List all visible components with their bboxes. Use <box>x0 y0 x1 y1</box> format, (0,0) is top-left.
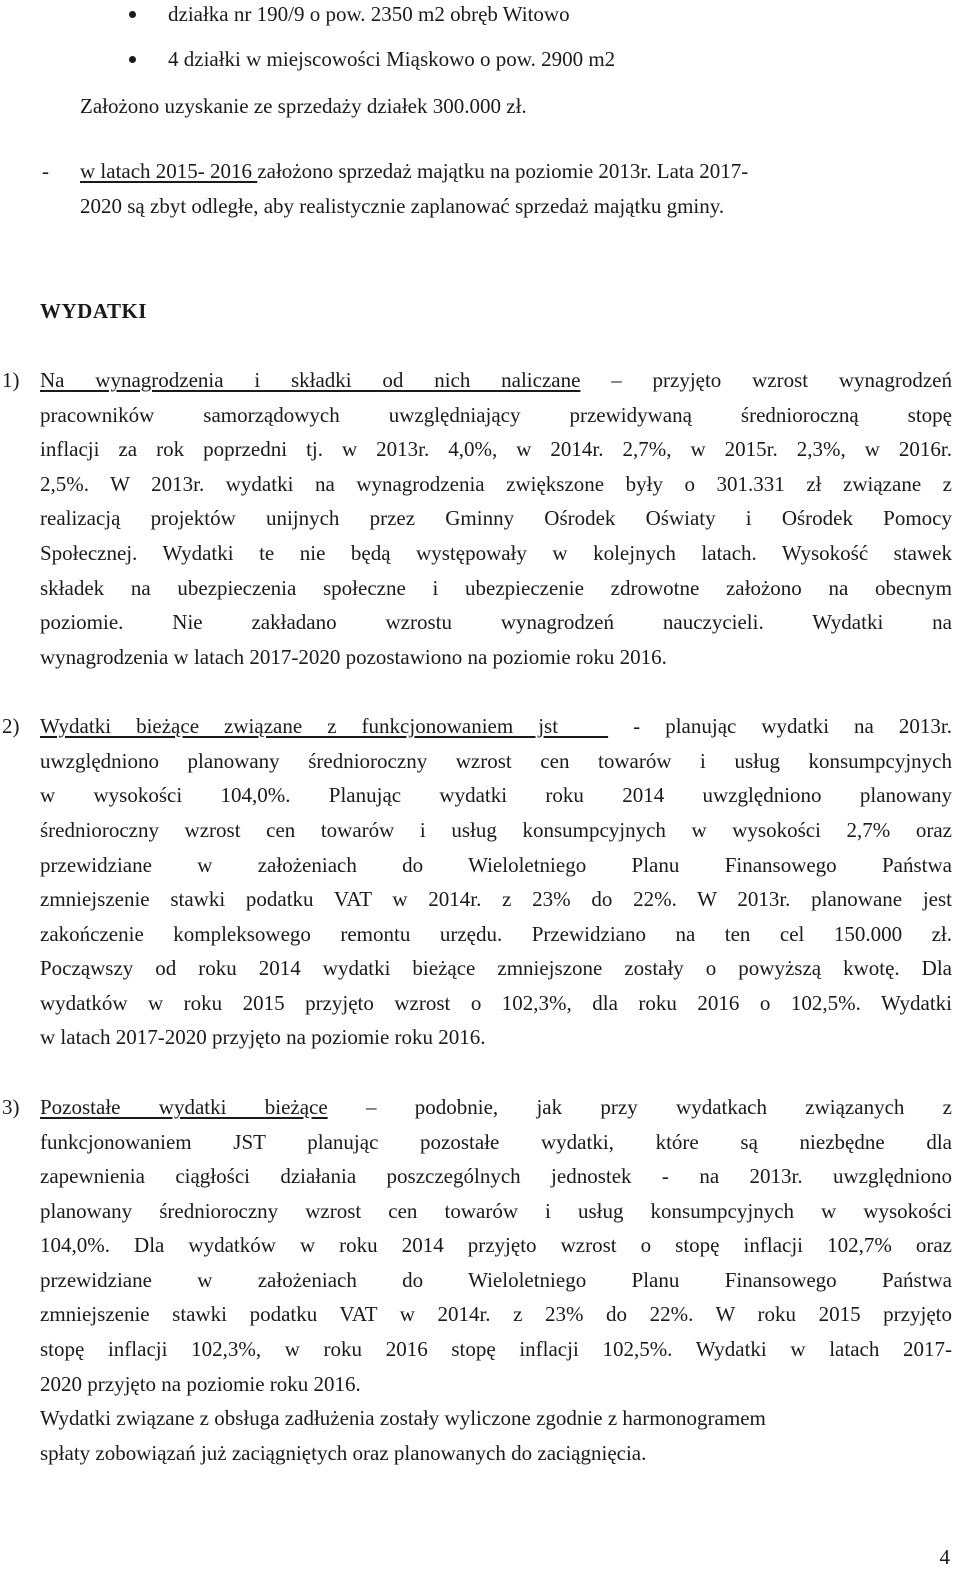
paragraph-line: 2,5%. W 2013r. wydatki na wynagrodzenia zwiększone były o 301.331 zł związane z <box>40 472 952 496</box>
paragraph-line: uwzględniono planowany średnioroczny wzrost cen towarów i usług konsumpcyjnych <box>40 749 952 773</box>
bullet-dot <box>129 11 136 18</box>
section-title: Pozostałe wydatki bieżące <box>40 1095 328 1119</box>
paragraph-line: 104,0%. Dla wydatków w roku 2014 przyjęto wzrost o stopę inflacji 102,7% oraz <box>40 1233 952 1257</box>
section-first-line <box>40 367 952 393</box>
section-heading: WYDATKI <box>40 299 147 323</box>
section-title: Wydatki bieżące związane z funkcjonowaniem jst <box>40 714 609 738</box>
paragraph-line: zapewnienia ciągłości działania poszczególnych jednostek - na 2013r. uwzględniono <box>40 1164 952 1188</box>
paragraph-last-line: wynagrodzenia w latach 2017-2020 pozostawiono na poziomie roku 2016. <box>40 645 667 669</box>
paragraph-last-line: 2020 przyjęto na poziomie roku 2016. <box>40 1372 361 1396</box>
paragraph-line: zmniejszenie stawki podatku VAT w 2014r. z 23% do 22%. W roku 2015 przyjęto <box>40 1302 952 1326</box>
bullet-item: działka nr 190/9 o pow. 2350 m2 obręb Witowo <box>168 2 570 26</box>
paragraph-line: pracowników samorządowych uwzględniający przewidywaną średnioroczną stopę <box>40 403 952 427</box>
dash-underlined-text: w latach 2015- 2016 <box>80 159 258 183</box>
dash-paragraph-line <box>80 158 748 184</box>
dash-rest-text: założono sprzedaż majątku na poziomie 2013r. Lata 2017- <box>257 159 749 183</box>
paragraph-line: realizacją projektów unijnych przez Gminny Ośrodek Oświaty i Ośrodek Pomocy <box>40 506 952 530</box>
section-first-line <box>40 713 952 739</box>
dash-paragraph-line: 2020 są zbyt odległe, aby realistycznie zaplanować sprzedaż majątku gminy. <box>80 194 725 218</box>
debt-paragraph-line: spłaty zobowiązań już zaciągniętych oraz planowanych do zaciągnięcia. <box>40 1441 647 1465</box>
paragraph-line: Społecznej. Wydatki te nie będą występowały w kolejnych latach. Wysokość stawek <box>40 541 952 565</box>
section-number: 1) <box>2 368 20 392</box>
paragraph-line: składek na ubezpieczenia społeczne i ubezpieczenie zdrowotne założono na obecnym <box>40 576 952 600</box>
page-number: 4 <box>939 1545 950 1569</box>
paragraph-line: poziomie. Nie zakładano wzrostu wynagrodzeń nauczycieli. Wydatki na <box>40 610 952 634</box>
paragraph-line: zmniejszenie stawki podatku VAT w 2014r. z 23% do 22%. W 2013r. planowane jest <box>40 887 952 911</box>
paragraph-line: inflacji za rok poprzedni tj. w 2013r. 4,0%, w 2014r. 2,7%, w 2015r. 2,3%, w 2016r. <box>40 437 952 461</box>
paragraph-line: Począwszy od roku 2014 wydatki bieżące zmniejszone zostały o powyższą kwotę. Dla <box>40 956 952 980</box>
debt-paragraph-line: Wydatki związane z obsługa zadłużenia zostały wyliczone zgodnie z harmonogramem <box>40 1406 766 1430</box>
bullet-dot <box>129 56 136 63</box>
paragraph-line: wydatków w roku 2015 przyjęto wzrost o 102,3%, dla roku 2016 o 102,5%. Wydatki <box>40 991 952 1015</box>
section-first-rest: – przyjęto wzrost wynagrodzeń <box>611 368 952 392</box>
section-first-line <box>40 1094 952 1120</box>
section-number: 2) <box>2 714 20 738</box>
section-number: 3) <box>2 1095 20 1119</box>
paragraph-line: przewidziane w założeniach do Wieloletniego Planu Finansowego Państwa <box>40 1268 952 1292</box>
bullet-item: 4 działki w miejscowości Miąskowo o pow. 2900 m2 <box>168 47 616 71</box>
paragraph-line: średnioroczny wzrost cen towarów i usług konsumpcyjnych w wysokości 2,7% oraz <box>40 818 952 842</box>
section-first-rest: – podobnie, jak przy wydatkach związanych z <box>365 1095 953 1119</box>
dash-marker: - <box>42 159 49 183</box>
paragraph-line: stopę inflacji 102,3%, w roku 2016 stopę inflacji 102,5%. Wydatki w latach 2017- <box>40 1337 952 1361</box>
paragraph-line: w wysokości 104,0%. Planując wydatki roku 2014 uwzględniono planowany <box>40 783 952 807</box>
section-first-rest: - planując wydatki na 2013r. <box>633 714 952 738</box>
paragraph-line: planowany średnioroczny wzrost cen towarów i usług konsumpcyjnych w wysokości <box>40 1199 952 1223</box>
paragraph-line: funkcjonowaniem JST planując pozostałe wydatki, które są niezbędne dla <box>40 1130 952 1154</box>
paragraph-last-line: w latach 2017-2020 przyjęto na poziomie roku 2016. <box>40 1025 486 1049</box>
section-title: Na wynagrodzenia i składki od nich naliczane <box>40 368 581 392</box>
sales-assumption: Założono uzyskanie ze sprzedaży działek 300.000 zł. <box>80 94 527 118</box>
paragraph-line: zakończenie kompleksowego remontu urzędu. Przewidziano na ten cel 150.000 zł. <box>40 922 952 946</box>
paragraph-line: przewidziane w założeniach do Wieloletniego Planu Finansowego Państwa <box>40 853 952 877</box>
